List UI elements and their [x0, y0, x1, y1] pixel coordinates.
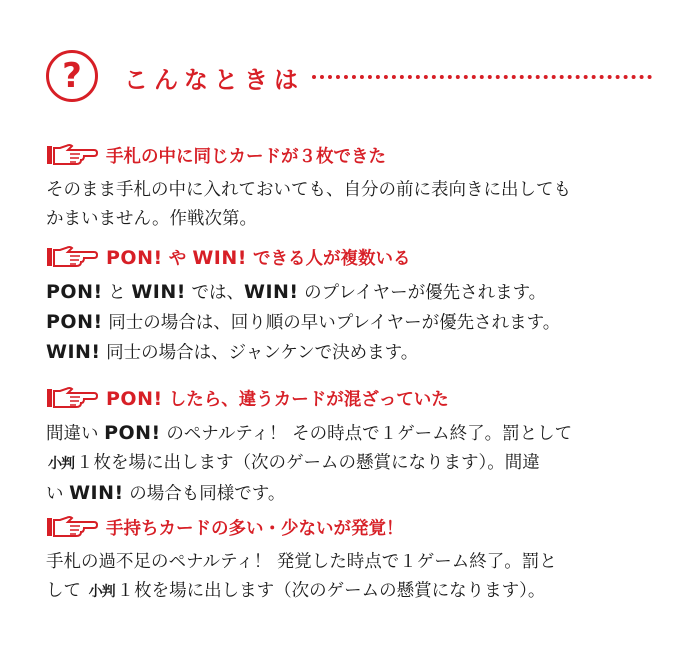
pointing-hand-icon — [46, 245, 98, 269]
header — [46, 50, 666, 104]
section-body: そのまま手札の中に入れておいても、自分の前に表向きに出しても かまいません。作戦次第。 — [46, 180, 571, 229]
section-title: 手持ちカードの多い・少ないが発覚！ — [106, 519, 404, 539]
section-body: 間違い PON! のペナルティ！ その時点で１ゲーム終了。罰として 小判 １枚を場に出します（次のゲームの懸賞になります）。間違 い WIN! の場合も同様です。 — [46, 422, 573, 504]
section-wrong-pon — [46, 384, 666, 509]
section-body: 手札の過不足のペナルティ！ 発覚した時点で１ゲーム終了。罰と して 小判 １枚を場に出します（次のゲームの懸賞になります）。 — [46, 552, 557, 601]
section-multiple-calls — [46, 243, 666, 368]
section-same-cards — [46, 141, 666, 234]
section-card-count — [46, 513, 666, 607]
pointing-hand-icon — [46, 386, 98, 410]
dotted-divider — [312, 75, 652, 79]
koban-logo: 小判 — [88, 584, 115, 600]
section-title: PON! や WIN! できる人が複数いる — [106, 247, 411, 269]
question-icon: ? — [46, 50, 98, 102]
pointing-hand-icon — [46, 143, 98, 167]
pointing-hand-icon — [46, 515, 98, 539]
page-title: こんなときは — [124, 66, 304, 94]
section-body: PON! と WIN! では、WIN! のプレイヤーが優先されます。 PON! 同士の場合は、回り順の早いプレイヤーが優先されます。 WIN! 同士の場合は、ジャンケンで決めます。 — [46, 281, 561, 363]
section-title: 手札の中に同じカードが３枚できた — [106, 147, 386, 167]
koban-logo: 小判 — [48, 456, 74, 472]
section-title: PON! したら、違うカードが混ざっていた — [106, 388, 449, 410]
